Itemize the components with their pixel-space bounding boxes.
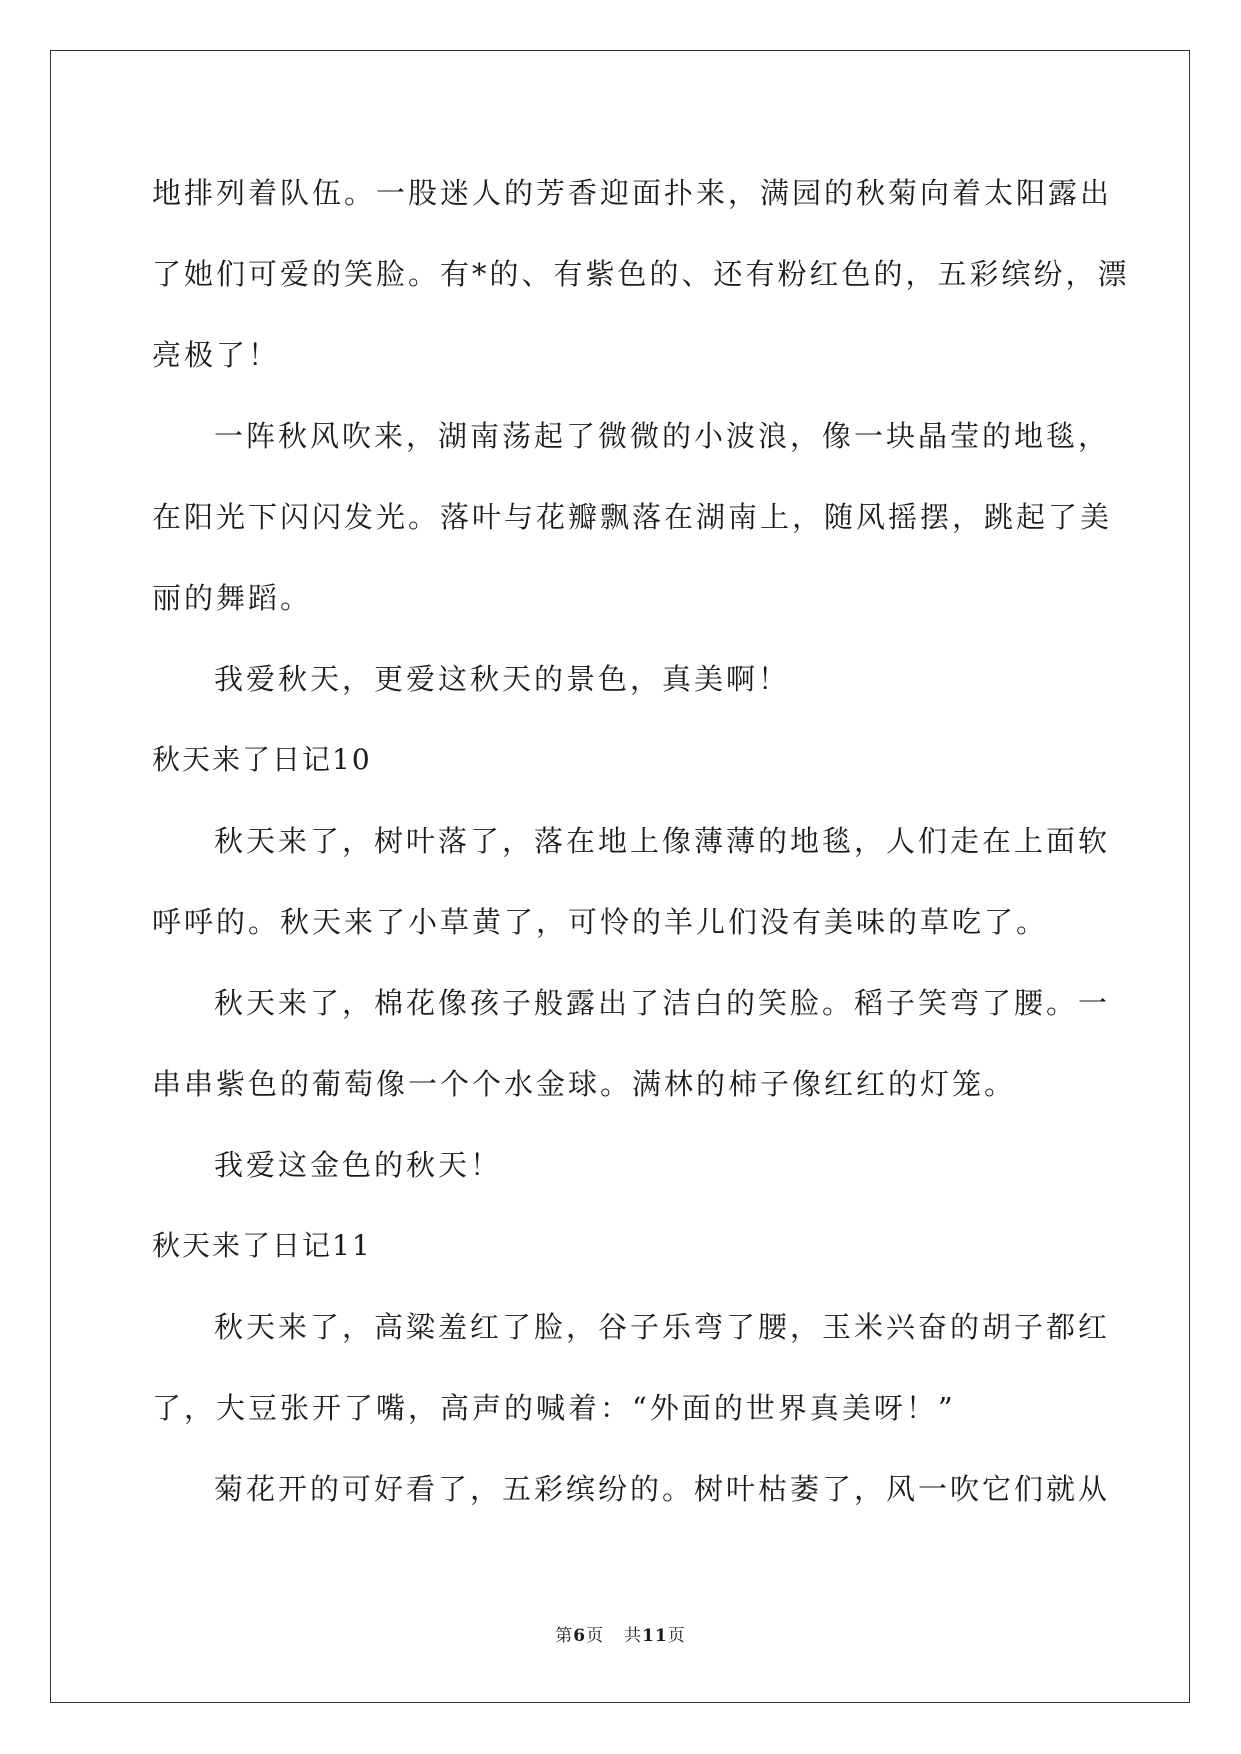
body-text-line: 丽的舞蹈。 — [152, 581, 313, 615]
page-border — [50, 50, 1190, 1703]
paragraph-first-line: 菊花开的可好看了，五彩缤纷的。树叶枯萎了，风一吹它们就从 — [214, 1472, 1111, 1506]
paragraph-first-line: 秋天来了，棉花像孩子般露出了洁白的笑脸。稻子笑弯了腰。一 — [214, 986, 1111, 1020]
paragraph-first-line: 我爱秋天，更爱这秋天的景色，真美啊！ — [214, 662, 791, 696]
paragraph-first-line: 我爱这金色的秋天！ — [214, 1148, 503, 1182]
body-text-line: 亮极了！ — [152, 338, 281, 372]
body-text-line: 呼呼的。秋天来了小草黄了，可怜的羊儿们没有美味的草吃了。 — [152, 905, 1049, 939]
body-text-line: 串串紫色的葡萄像一个个水金球。满林的柿子像红红的灯笼。 — [152, 1067, 1017, 1101]
paragraph-first-line: 一阵秋风吹来，湖南荡起了微微的小波浪，像一块晶莹的地毯， — [214, 419, 1111, 453]
body-text-line: 在阳光下闪闪发光。落叶与花瓣飘落在湖南上，随风摇摆，跳起了美 — [152, 500, 1113, 534]
section-heading: 秋天来了日记11 — [152, 1229, 372, 1262]
body-text-line: 了，大豆张开了嘴，高声的喊着：“外面的世界真美呀！” — [152, 1391, 956, 1425]
section-heading: 秋天来了日记10 — [152, 743, 372, 776]
footer-page-prefix: 第 — [555, 1626, 574, 1646]
page-footer — [0, 1626, 1241, 1646]
footer-total-pages: 11 — [642, 1626, 668, 1646]
footer-total-suffix: 页 — [667, 1626, 686, 1646]
footer-total-prefix: 共 — [624, 1626, 643, 1646]
body-text-line: 了她们可爱的笑脸。有*的、有紫色的、还有粉红色的，五彩缤纷，漂 — [152, 257, 1130, 291]
footer-current-page: 6 — [573, 1626, 587, 1646]
paragraph-first-line: 秋天来了，树叶落了，落在地上像薄薄的地毯，人们走在上面软 — [214, 824, 1111, 858]
paragraph-first-line: 秋天来了，高粱羞红了脸，谷子乐弯了腰，玉米兴奋的胡子都红 — [214, 1310, 1111, 1344]
footer-page-suffix: 页 — [586, 1626, 605, 1646]
body-text-line: 地排列着队伍。一股迷人的芳香迎面扑来，满园的秋菊向着太阳露出 — [152, 176, 1113, 210]
